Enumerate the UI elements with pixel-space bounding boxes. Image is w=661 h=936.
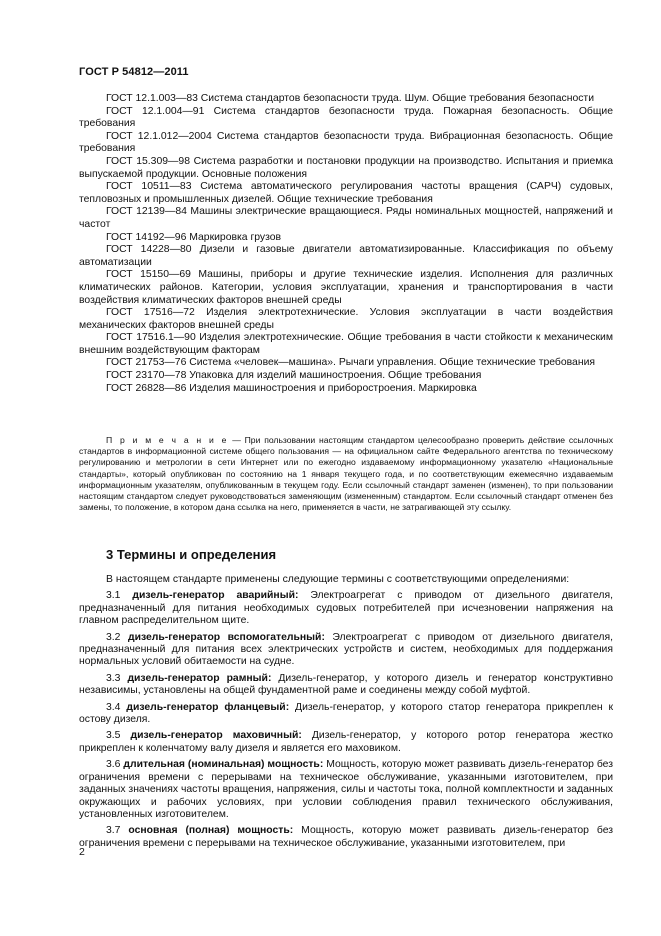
references-list [79, 93, 613, 395]
reference-item: ГОСТ 23170—78 Упаковка для изделий машиностроения. Общие требования [106, 370, 482, 382]
page-header: ГОСТ Р 54812—2011 [79, 66, 189, 78]
term-definition: Дизель-генератор, у которого ротор генератора жестко прикреплен к коленчатому валу дизеля и является его маховиком. [79, 730, 614, 754]
reference-item: ГОСТ 12139—84 Машины электрические вращающиеся. Ряды номинальных мощностей, напряжений и частот [79, 206, 613, 230]
reference-item: ГОСТ 17516.1—90 Изделия электротехнические. Общие требования в части стойкости к механическим внешним воздействующим факторам [79, 332, 613, 356]
note-paragraph [79, 435, 613, 513]
term-number: 3.5 [106, 730, 121, 742]
term-number: 3.7 [106, 825, 121, 837]
term-name: дизель-генератор рамный: [127, 672, 272, 684]
note-text: — При пользовании настоящим стандартом целесообразно проверить действие ссылочных стандартов в информационной системе общего пользования — на официальном сайте Федерального агентства по техническому регулированию и метрологии в сети Интернет или по ежегодно издаваемому информационному указателю «Национальные стандарты», который опубликован по состоянию на 1 января текущего года, и по соответствующим ежемесячно издаваемым информационным указателям, опубликованным в текущем году. Если ссылочный стандарт заменен (изменен), то при пользовании настоящим стандартом следует руководствоваться заменяющим (измененным) стандартом. Если ссылочный стандарт отменен без замены, то положение, в котором дана ссылка на него, применяется в части, не затрагивающей эту ссылку. [79, 435, 614, 513]
term-number: 3.2 [106, 631, 121, 643]
term-definition: Электроагрегат с приводом от дизельного двигателя, предназначенный для питания необходимых судовых потребителей при исчезновении напряжения на главном распределительном щите. [79, 590, 613, 627]
reference-item: ГОСТ 14228—80 Дизели и газовые двигатели автоматизированные. Классификация по объему автоматизации [79, 244, 613, 268]
page-number: 2 [79, 846, 85, 858]
term-entry [79, 590, 613, 627]
term-name: длительная (номинальная) мощность: [123, 759, 324, 771]
reference-item: ГОСТ 12.1.012—2004 Система стандартов безопасности труда. Вибрационная безопасность. Общие требования [79, 130, 613, 155]
term-definition: Мощность, которую может развивать дизель-генератор без ограничения времени с перерывами на техническое обслуживание, указанными изготовителем, при [79, 825, 614, 849]
reference-item: ГОСТ 17516—72 Изделия электротехнические. Условия эксплуатации в части воздействия механических факторов внешней среды [79, 307, 613, 331]
reference-item: ГОСТ 15150—69 Машины, приборы и другие технические изделия. Исполнения для различных климатических районов. Категории, условия эксплуатации, хранения и транспортирования в части воздействия климатических факторов внешней среды [79, 269, 613, 306]
term-entry [79, 825, 613, 850]
term-definition: Электроагрегат с приводом от дизельного двигателя, предназначенный для питания всех электрических устройств и систем, необходимых для поддержания нормальных условий обитаемости на судне. [79, 631, 613, 668]
term-definition: Дизель-генератор, у которого статор генератора прикреплен к остову дизеля. [79, 701, 614, 726]
term-entry [79, 730, 613, 755]
reference-item: ГОСТ 15.309—98 Система разработки и постановки продукции на производство. Испытания и приемка выпускаемой продукции. Основные положения [79, 155, 613, 180]
term-number: 3.4 [106, 701, 121, 713]
term-number: 3.1 [106, 590, 121, 602]
term-name: основная (полная) мощность: [128, 825, 294, 837]
reference-item: ГОСТ 14192—96 Маркировка грузов [106, 231, 282, 243]
section-title: 3 Термины и определения [106, 547, 277, 562]
term-entry [79, 673, 613, 698]
reference-item: ГОСТ 26828—86 Изделия машиностроения и приборостроения. Маркировка [106, 382, 477, 394]
term-number: 3.6 [106, 759, 121, 771]
term-definition: Дизель-генератор, у которого дизель и генератор конструктивно независимы, установлены на общей фундаментной раме и соединены между собой муфтой. [79, 672, 613, 697]
term-name: дизель-генератор фланцевый: [126, 701, 290, 713]
term-entry [79, 702, 613, 727]
term-name: дизель-генератор вспомогательный: [127, 631, 325, 643]
terms-list [79, 574, 613, 854]
terms-intro: В настоящем стандарте применены следующие термины с соответствующими определениями: [106, 574, 570, 585]
note-label: П р и м е ч а н и е [106, 435, 229, 445]
term-definition: Мощность, которую может развивать дизель-генератор без ограничения времени с перерывами на техническое обслуживание, указанными изготовителем, при заданных значениях частоты вращения, напряжения, силы и частоты тока, полной комплектности и заданных окружающих и рабочих условиях, при условии соблюдения правил технического обслуживания, установленных изготовителем. [79, 759, 613, 820]
reference-item: ГОСТ 12.1.004—91 Система стандартов безопасности труда. Пожарная безопасность. Общие требования [79, 105, 613, 130]
term-entry [79, 759, 613, 821]
term-number: 3.3 [106, 672, 121, 684]
term-name: дизель-генератор маховичный: [130, 730, 302, 742]
reference-item: ГОСТ 10511—83 Система автоматического регулирования частоты вращения (САРЧ) судовых, тепловозных и промышленных дизелей. Общие технические требования [79, 181, 613, 205]
term-name: дизель-генератор аварийный: [132, 590, 299, 602]
term-entry [79, 632, 613, 669]
reference-item: ГОСТ 21753—76 Система «человек—машина». Рычаги управления. Общие технические требования [106, 357, 595, 369]
reference-item: ГОСТ 12.1.003—83 Система стандартов безопасности труда. Шум. Общие требования безопасности [106, 93, 594, 104]
